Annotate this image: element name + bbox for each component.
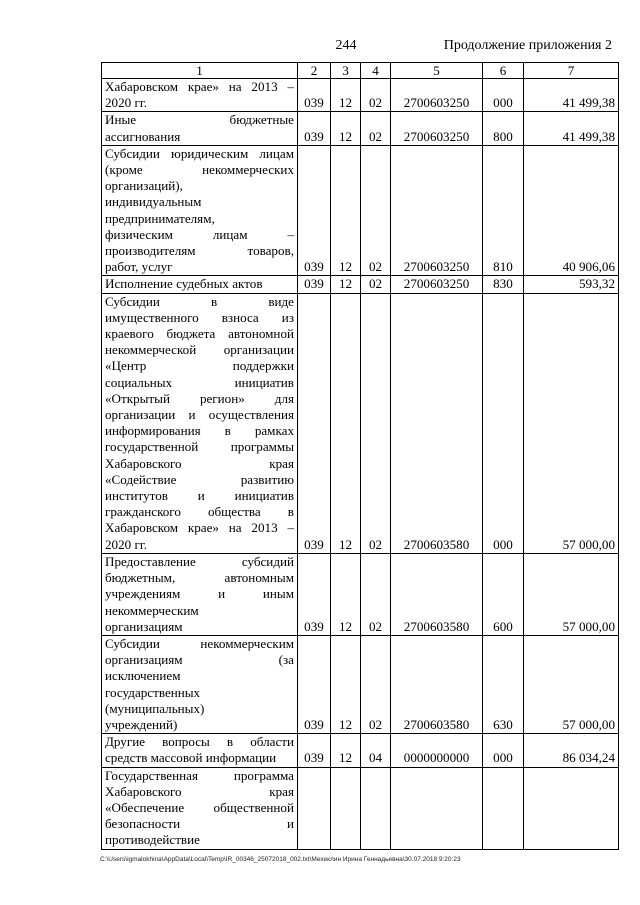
description-line: Исполнение судебных актов <box>105 276 263 292</box>
table-row <box>102 79 619 112</box>
column-header: 2 <box>298 63 331 79</box>
section-code: 12 <box>331 635 361 733</box>
description-line: учреждений) <box>105 716 178 732</box>
section-code: 12 <box>331 553 361 635</box>
amount: 57 000,00 <box>524 293 619 553</box>
section-code: 12 <box>331 293 361 553</box>
column-header: 1 <box>102 63 298 79</box>
expense-type-code: 810 <box>483 145 524 276</box>
expense-type-code: 600 <box>483 553 524 635</box>
description-line: Хабаровском крае» на 2013 – <box>105 520 294 536</box>
description-line: Хабаровского края <box>105 455 294 471</box>
table-row <box>102 276 619 293</box>
description-line: организации и осуществления <box>105 407 294 423</box>
description-line: Предоставление субсидий <box>105 553 294 569</box>
target-article-code: 2700603250 <box>391 112 483 145</box>
column-header: 4 <box>361 63 391 79</box>
description-line: имущественного взноса из <box>105 309 294 325</box>
description-line: безопасности и <box>105 816 294 832</box>
target-article-code: 2700603580 <box>391 293 483 553</box>
description-line: некоммерческим <box>105 602 199 618</box>
description-line: краевого бюджета автономной <box>105 326 294 342</box>
description-line: Другие вопросы в области <box>105 734 294 750</box>
subsection-code <box>361 767 391 849</box>
target-article-code: 0000000000 <box>391 734 483 767</box>
description-line: работ, услуг <box>105 259 173 275</box>
expense-type-code: 630 <box>483 635 524 733</box>
description-line: (муниципальных) <box>105 700 205 716</box>
description-line: исключением <box>105 668 181 684</box>
section-code: 12 <box>331 145 361 276</box>
column-header: 6 <box>483 63 524 79</box>
description-line: 2020 гг. <box>105 536 147 552</box>
amount <box>524 767 619 849</box>
description-line: 2020 гг. <box>105 95 147 111</box>
description-line: гражданского общества в <box>105 504 294 520</box>
description-line: организаций), <box>105 178 183 194</box>
table-row <box>102 112 619 145</box>
expense-type-code <box>483 767 524 849</box>
description-line: учреждениям и иным <box>105 586 294 602</box>
description-line: организациям <box>105 618 183 634</box>
column-header: 3 <box>331 63 361 79</box>
amount: 57 000,00 <box>524 635 619 733</box>
section-code <box>331 767 361 849</box>
subsection-code: 02 <box>361 79 391 112</box>
ministry-code: 039 <box>298 293 331 553</box>
page-subtitle: Продолжение приложения 2 <box>443 38 612 53</box>
section-code: 12 <box>331 276 361 293</box>
description-line: ассигнования <box>105 128 181 144</box>
description-line: «Открытый регион» для <box>105 390 294 406</box>
table-row <box>102 293 619 553</box>
footer-file-path: C:\Users\igmalokhina\AppData\Local\Temp\IR_00346_25072018_002.txt\Мехеклин Ирина Геннадьевна\30.07.2018 9:20:23 <box>100 856 461 863</box>
description-line: Субсидии в виде <box>105 293 294 309</box>
table-row <box>102 145 619 276</box>
description-line: государственных <box>105 684 201 700</box>
description-line: институтов и инициатив <box>105 488 294 504</box>
budget-table <box>101 62 619 850</box>
amount: 86 034,24 <box>524 734 619 767</box>
subsection-code: 02 <box>361 293 391 553</box>
subsection-code: 02 <box>361 145 391 276</box>
description-line: предпринимателям, <box>105 210 215 226</box>
section-code: 12 <box>331 734 361 767</box>
description-line: физическим лицам – <box>105 226 294 242</box>
subsection-code: 04 <box>361 734 391 767</box>
description-line: «Обеспечение общественной <box>105 799 294 815</box>
expense-type-code: 830 <box>483 276 524 293</box>
subsection-code: 02 <box>361 112 391 145</box>
amount: 593,32 <box>524 276 619 293</box>
row-description <box>102 553 298 635</box>
table-row <box>102 734 619 767</box>
expense-type-code: 000 <box>483 79 524 112</box>
subsection-code: 02 <box>361 553 391 635</box>
target-article-code: 2700603580 <box>391 553 483 635</box>
section-code: 12 <box>331 79 361 112</box>
target-article-code <box>391 767 483 849</box>
ministry-code: 039 <box>298 145 331 276</box>
subsection-code: 02 <box>361 276 391 293</box>
row-description <box>102 79 298 112</box>
table-row <box>102 553 619 635</box>
amount: 57 000,00 <box>524 553 619 635</box>
ministry-code: 039 <box>298 276 331 293</box>
expense-type-code: 800 <box>483 112 524 145</box>
description-line: «Содействие развитию <box>105 471 294 487</box>
ministry-code: 039 <box>298 734 331 767</box>
row-description <box>102 635 298 733</box>
description-line: Субсидии юридическим лицам <box>105 145 294 161</box>
row-description <box>102 734 298 767</box>
section-code: 12 <box>331 112 361 145</box>
expense-type-code: 000 <box>483 293 524 553</box>
description-line: Иные бюджетные <box>105 112 294 128</box>
expense-type-code: 000 <box>483 734 524 767</box>
description-line: средств массовой информации <box>105 750 277 766</box>
amount: 41 499,38 <box>524 112 619 145</box>
target-article-code: 2700603250 <box>391 145 483 276</box>
description-line: некоммерческой организации <box>105 342 294 358</box>
ministry-code <box>298 767 331 849</box>
ministry-code: 039 <box>298 79 331 112</box>
table-row <box>102 767 619 849</box>
description-line: Хабаровском крае» на 2013 – <box>105 79 294 94</box>
target-article-code: 2700603580 <box>391 635 483 733</box>
description-line: Хабаровского края <box>105 783 294 799</box>
description-line: бюджетным, автономным <box>105 570 294 586</box>
description-line: Государственная программа <box>105 767 294 783</box>
table-header-row <box>102 63 619 79</box>
row-description <box>102 145 298 276</box>
description-line: организациям (за <box>105 652 294 668</box>
description-line: государственной программы <box>105 439 294 455</box>
subsection-code: 02 <box>361 635 391 733</box>
description-line: индивидуальным <box>105 194 202 210</box>
row-description <box>102 767 298 849</box>
column-header: 5 <box>391 63 483 79</box>
description-line: производителям товаров, <box>105 243 294 259</box>
description-line: (кроме некоммерческих <box>105 162 294 178</box>
column-header: 7 <box>524 63 619 79</box>
target-article-code: 2700603250 <box>391 276 483 293</box>
row-description <box>102 112 298 145</box>
row-description <box>102 293 298 553</box>
table-row <box>102 635 619 733</box>
description-line: противодействие <box>105 832 200 848</box>
amount: 40 906,06 <box>524 145 619 276</box>
ministry-code: 039 <box>298 553 331 635</box>
row-description <box>102 276 298 293</box>
description-line: информирования в рамках <box>105 423 294 439</box>
target-article-code: 2700603250 <box>391 79 483 112</box>
page-number: 244 <box>335 38 357 53</box>
ministry-code: 039 <box>298 112 331 145</box>
amount: 41 499,38 <box>524 79 619 112</box>
description-line: Субсидии некоммерческим <box>105 635 294 651</box>
description-line: «Центр поддержки <box>105 358 294 374</box>
description-line: социальных инициатив <box>105 374 294 390</box>
ministry-code: 039 <box>298 635 331 733</box>
